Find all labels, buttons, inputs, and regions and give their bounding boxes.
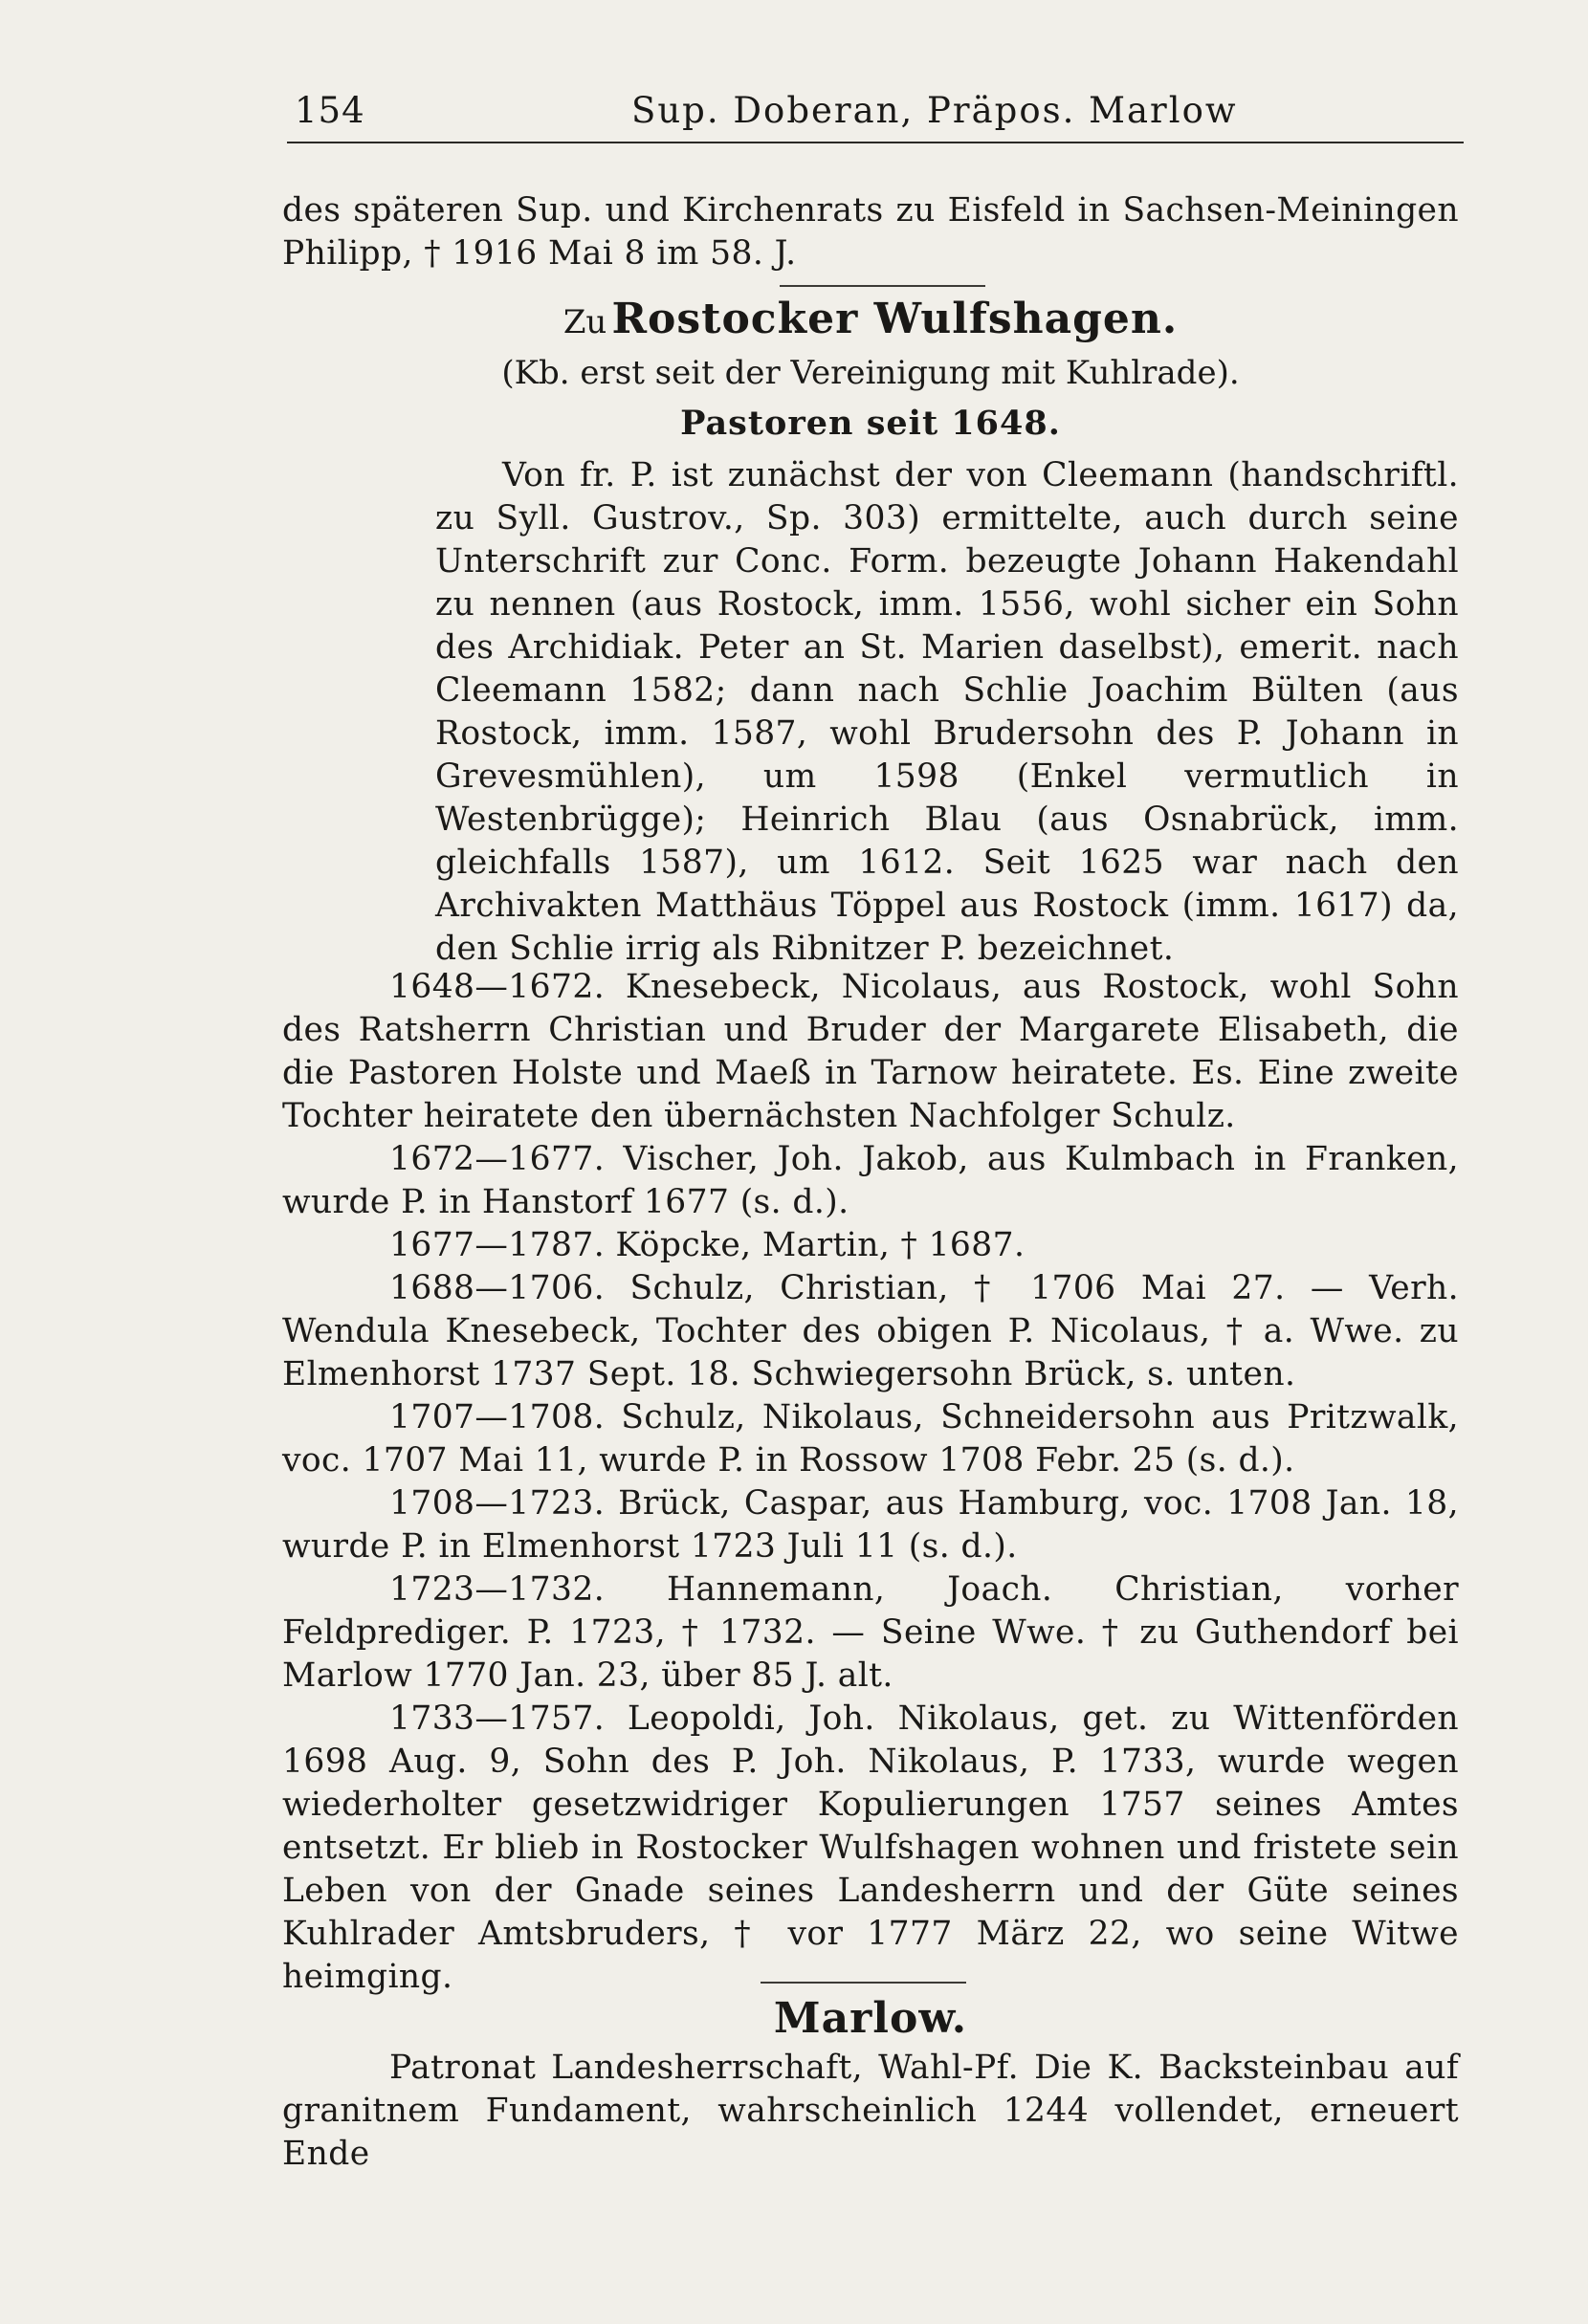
section-title-main: Rostocker Wulfshagen.: [611, 295, 1179, 343]
section-title-wulfshagen: [282, 295, 1459, 343]
section-note: (Kb. erst seit der Vereinigung mit Kuhlrade).: [501, 354, 1240, 392]
running-head: [287, 82, 1464, 140]
pastor-entry-leopoldi: 1733—1757. Leopoldi, Joh. Nikolaus, get. zu Wittenförden 1698 Aug. 9, Sohn des P. Joh. Nikolaus, P. 1733, wurde wegen wiederholter gesetzwidriger Kopulierungen 1757 seines Amtes entsetzt. Er blieb in Rostocker Wulfshagen wohnen und fristete sein Leben von der Gnade seines Landesherrn und der Güte seines Kuhlrader Amtsbruders, † vor 1777 März 22, wo seine Witwe heimging.: [282, 1699, 1459, 1996]
running-title: Sup. Doberan, Präpos. Marlow: [631, 90, 1238, 131]
pastor-entry-schulz-nikolaus: 1707—1708. Schulz, Nikolaus, Schneidersohn aus Pritzwalk, voc. 1707 Mai 11, wurde P. in Rossow 1708 Febr. 25 (s. d.).: [282, 1398, 1459, 1480]
pastors-subheading: Pastoren seit 1648.: [680, 404, 1061, 443]
pastor-entry-knesebeck: 1648—1672. Knesebeck, Nicolaus, aus Rostock, wohl Sohn des Ratsherrn Christian und Bruder der Margarete Elisabeth, die die Pastoren Holste und Maeß in Tarnow heiratete. Es. Eine zweite Tochter heiratete den übernächsten Nachfolger Schulz.: [282, 968, 1459, 1135]
preface-paragraph: Von fr. P. ist zunächst der von Cleemann (handschriftl. zu Syll. Gustrov., Sp. 303) ermittelte, auch durch seine Unterschrift zur Conc. Form. bezeugte Johann Hakendahl zu nennen (aus Rostock, imm. 1556, wohl sicher ein Sohn des Archidiak. Peter an St. Marien daselbst), emerit. nach Cleemann 1582; dann nach Schlie Joachim Bülten (aus Rostock, imm. 1587, wohl Brudersohn des P. Johann in Grevesmühlen), um 1598 (Enkel vermutlich in Westenbrügge); Heinrich Blau (aus Osnabrück, imm. gleichfalls 1587), um 1612. Seit 1625 war nach den Archivakten Matthäus Töppel aus Rostock (imm. 1617) da, den Schlie irrig als Ribnitzer P. bezeichnet.: [435, 456, 1459, 968]
section-divider: [761, 1982, 966, 1984]
pastor-entry-brueck: 1708—1723. Brück, Caspar, aus Hamburg, voc. 1708 Jan. 18, wurde P. in Elmenhorst 1723 Juli 11 (s. d.).: [282, 1484, 1459, 1566]
pastor-entry-hannemann: 1723—1732. Hannemann, Joach. Christian, vorher Feldprediger. P. 1723, † 1732. — Seine Wwe. † zu Guthendorf bei Marlow 1770 Jan. 23, über 85 J. alt.: [282, 1570, 1459, 1695]
pastor-entry-koepcke: 1677—1787. Köpcke, Martin, † 1687.: [389, 1226, 1026, 1264]
marlow-paragraph: Patronat Landesherrschaft, Wahl-Pf. Die K. Backsteinbau auf granitnem Fundament, wahrscheinlich 1244 vollendet, erneuert Ende: [282, 2049, 1459, 2173]
page-number: 154: [295, 90, 365, 131]
intro-paragraph: des späteren Sup. und Kirchenrats zu Eisfeld in Sachsen-Meiningen Philipp, † 1916 Mai 8 im 58. J.: [282, 191, 1459, 273]
header-rule: [287, 142, 1464, 143]
pastor-entry-schulz-christian: 1688—1706. Schulz, Christian, † 1706 Mai 27. — Verh. Wendula Knesebeck, Tochter des obigen P. Nicolaus, † a. Wwe. zu Elmenhorst 1737 Sept. 18. Schwiegersohn Brück, s. unten.: [282, 1269, 1459, 1393]
pastor-entry-vischer: 1672—1677. Vischer, Joh. Jakob, aus Kulmbach in Franken, wurde P. in Hanstorf 1677 (s. d.).: [282, 1140, 1459, 1221]
section-divider: [780, 285, 985, 287]
section-title-marlow: Marlow.: [773, 1994, 968, 2043]
section-title-prefix: Zu: [562, 303, 607, 341]
